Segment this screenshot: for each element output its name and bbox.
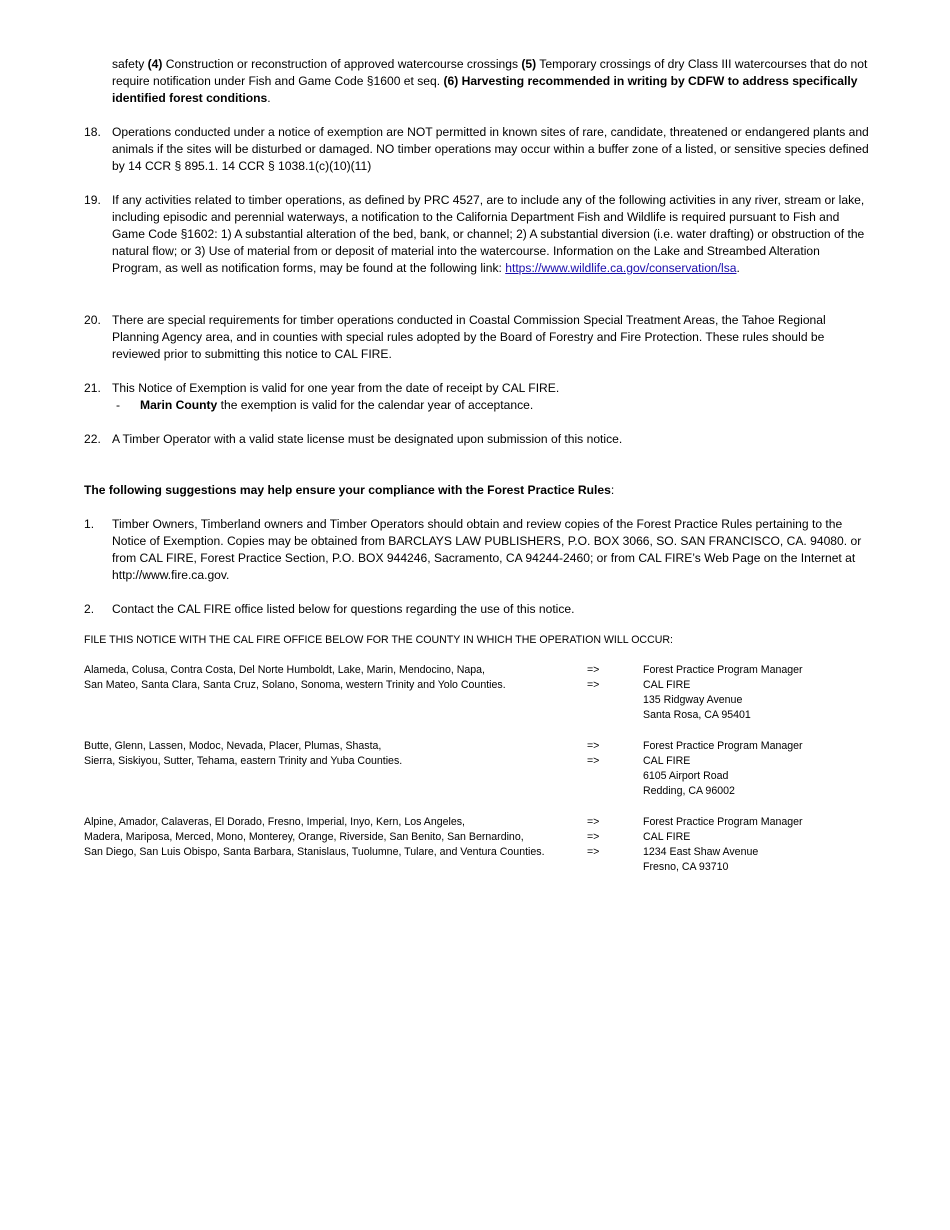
office-1-counties: Alameda, Colusa, Contra Costa, Del Norte Humboldt, Lake, Marin, Mendocino, Napa, San Mateo, Santa Clara, Santa Cruz, Solano, Sonoma, western Trinity and Yolo Counties. bbox=[84, 664, 506, 691]
item-21-sub-dash: - bbox=[116, 398, 121, 412]
office-2-arrows: => => bbox=[587, 740, 600, 767]
item-18-text: Operations conducted under a notice of exemption are NOT permitted in known sites of rare, candidate, threatened or endangered plants and animals if the sites will be disturbed or damaged. NO timber operations may occur within a buffer zone of a listed, or sensitive species defined by 14 CCR § 895.1. 14 CCR § 1038.1(c)(10)(11) bbox=[112, 125, 869, 173]
item-20-text: There are special requirements for timber operations conducted in Coastal Commission Special Treatment Areas, the Tahoe Regional Planning Agency area, and in counties with special rules adopted by the Board of Forestry and Fire Protection. These rules should be reviewed prior to submitting this notice to CAL FIRE. bbox=[112, 313, 826, 361]
office-3-arrows: => => => bbox=[587, 816, 600, 858]
item-22-text: A Timber Operator with a valid state license must be designated upon submission of this notice. bbox=[112, 432, 623, 446]
office-2-address: Forest Practice Program Manager CAL FIRE 6105 Airport Road Redding, CA 96002 bbox=[643, 740, 803, 797]
suggestion-2-number: 2. bbox=[84, 602, 95, 616]
suggestion-1-text: Timber Owners, Timberland owners and Timber Operators should obtain and review copies of the Forest Practice Rules pertaining to the Notice of Exemption. Copies may be obtained from BARCLAYS LAW PUBLISHERS, P.O. BOX 3066, SO. SAN FRANCISCO, CA. 94080. or from CAL FIRE, Forest Practice Section, P.O. BOX 944246, Sacramento, CA 94244-2460; or from CAL FIRE’s Web Page on the Internet at http://www.fire.ca.gov. bbox=[112, 517, 862, 582]
office-1-address: Forest Practice Program Manager CAL FIRE 135 Ridgway Avenue Santa Rosa, CA 95401 bbox=[643, 664, 803, 721]
item-17-continuation: safety (4) Construction or reconstruction of approved watercourse crossings (5) Temporary crossings of dry Class III watercourses that do not require notification under Fish and Game Code §1600 et seq. (6) Harvesting recommended in writing by CDFW to address specifically identified forest conditions. bbox=[112, 57, 868, 105]
suggestion-2-text: Contact the CAL FIRE office listed below for questions regarding the use of this notice. bbox=[112, 602, 575, 616]
item-19-number: 19. bbox=[84, 193, 101, 207]
file-notice: FILE THIS NOTICE WITH THE CAL FIRE OFFICE BELOW FOR THE COUNTY IN WHICH THE OPERATION WILL OCCUR: bbox=[84, 634, 673, 646]
item-21-sub-text: Marin County the exemption is valid for the calendar year of acceptance. bbox=[140, 398, 534, 412]
item-19-text: If any activities related to timber operations, as defined by PRC 4527, are to include any of the following activities in any river, stream or lake, including episodic and perennial waterways, a notification to the California Department Fish and Wildlife is required pursuant to Fish and Game Code §1602: 1) A substantial alteration of the bed, bank, or channel; 2) A substantial diversion (i.e. water drafting) or obstruction of the natural flow; or 3) Use of material from or deposit of material into the watercourse. Information on the Lake and Streambed Alteration Program, as well as notification forms, may be found at the following link: https://www.wildlife.ca.gov/conservation/lsa. bbox=[112, 193, 865, 275]
suggestion-1-number: 1. bbox=[84, 517, 95, 531]
item-22-number: 22. bbox=[84, 432, 101, 446]
lsa-link[interactable]: https://www.wildlife.ca.gov/conservation/lsa bbox=[505, 261, 737, 275]
office-3-address: Forest Practice Program Manager CAL FIRE 1234 East Shaw Avenue Fresno, CA 93710 bbox=[643, 816, 803, 873]
item-21-number: 21. bbox=[84, 381, 101, 395]
office-3-counties: Alpine, Amador, Calaveras, El Dorado, Fresno, Imperial, Inyo, Kern, Los Angeles, Madera, Mariposa, Merced, Mono, Monterey, Orange, Riverside, San Benito, San Bernardino, San Diego, San Luis Obispo, Santa Barbara, Stanislaus, Tuolumne, Tulare, and Ventura Counties. bbox=[84, 816, 545, 858]
item-18-number: 18. bbox=[84, 125, 101, 139]
suggestions-heading: The following suggestions may help ensure your compliance with the Forest Practice Rules: bbox=[84, 483, 615, 497]
office-1-arrows: => => bbox=[587, 664, 600, 691]
item-21-text: This Notice of Exemption is valid for one year from the date of receipt by CAL FIRE. bbox=[112, 381, 560, 395]
item-20-number: 20. bbox=[84, 313, 101, 327]
office-2-counties: Butte, Glenn, Lassen, Modoc, Nevada, Placer, Plumas, Shasta, Sierra, Siskiyou, Sutter, Tehama, eastern Trinity and Yuba Counties. bbox=[84, 740, 403, 767]
